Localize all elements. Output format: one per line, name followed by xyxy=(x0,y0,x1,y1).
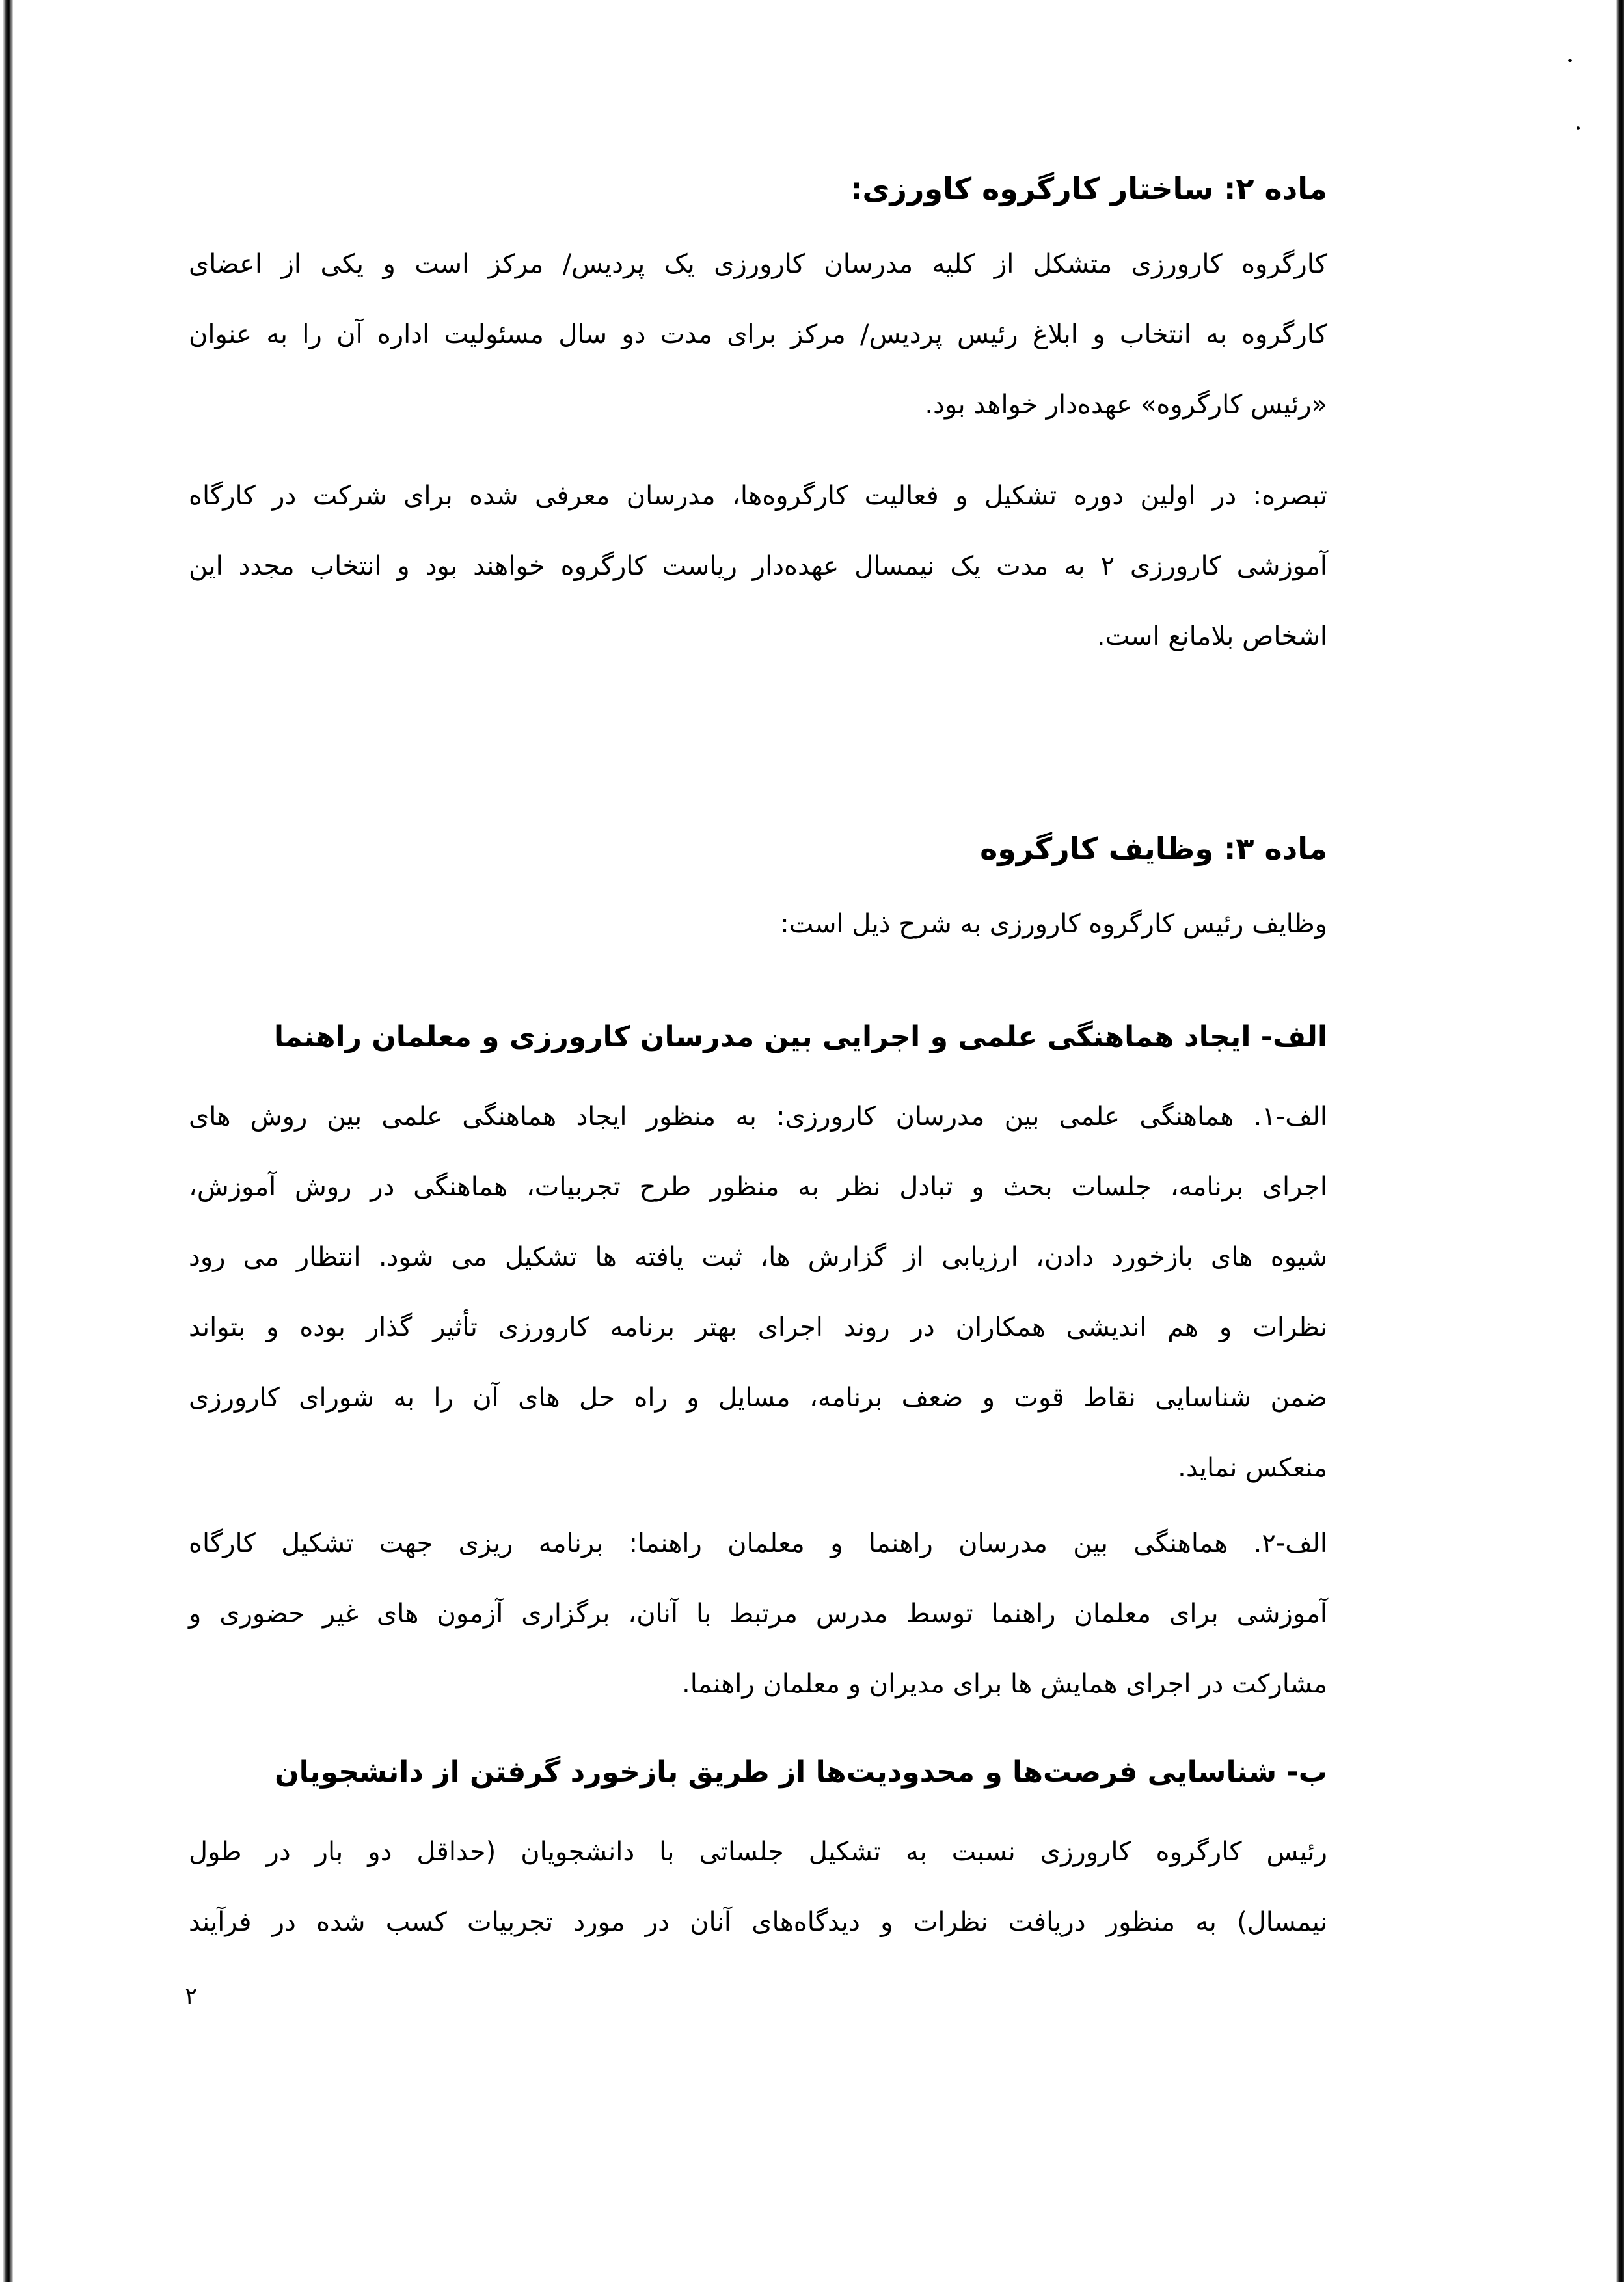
item-line: آموزشی برای معلمان راهنما توسط مدرس مرتبط با آنان، برگزاری آزمون های غیر حضوری و xyxy=(189,1599,1327,1629)
item-line: اجرای برنامه، جلسات بحث و تبادل نظر به منظور طرح تجربیات، هماهنگی در روش آموزش، xyxy=(189,1172,1327,1202)
note-line: اشخاص بلامانع است. xyxy=(1096,621,1327,651)
item-line: نظرات و هم اندیشی همکاران در روند اجرای بهتر برنامه کارورزی تأثیر گذار بوده و بتواند xyxy=(189,1312,1327,1342)
section-a-item-2 xyxy=(189,1508,1327,1719)
scan-speck xyxy=(1577,126,1580,130)
article-3-intro: وظایف رئیس کارگروه کارورزی به شرح ذیل است: xyxy=(780,909,1327,939)
paragraph-line: کارگروه به انتخاب و ابلاغ رئیس پردیس/ مرکز برای مدت دو سال مسئولیت اداره آن را به عنوان xyxy=(189,319,1327,349)
section-b-paragraph xyxy=(189,1817,1327,1957)
note-line: آموزشی کارورزی ۲ به مدت یک نیمسال عهده‌دار ریاست کارگروه خواهند بود و انتخاب مجدد این xyxy=(189,551,1327,581)
item-line: ضمن شناسایی نقاط قوت و ضعف برنامه، مسایل و راه حل های آن را به شورای کارورزی xyxy=(189,1383,1327,1413)
scan-edge-left xyxy=(3,0,13,2282)
item-line: الف-۲. هماهنگی بین مدرسان راهنما و معلمان راهنما: برنامه ریزی جهت تشکیل کارگاه xyxy=(189,1528,1327,1558)
article-2-note xyxy=(189,461,1327,672)
item-line: الف-۱. هماهنگی علمی بین مدرسان کارورزی: به منظور ایجاد هماهنگی علمی بین روش های xyxy=(189,1102,1327,1132)
paragraph-line: «رئیس کارگروه» عهده‌دار خواهد بود. xyxy=(925,390,1327,420)
article-2-paragraph xyxy=(189,229,1327,440)
paragraph-line: رئیس کارگروه کارورزی نسبت به تشکیل جلساتی با دانشجویان (حداقل دو بار در طول xyxy=(189,1837,1327,1867)
item-line: مشارکت در اجرای همایش ها برای مدیران و معلمان راهنما. xyxy=(682,1669,1327,1699)
item-line: منعکس نماید. xyxy=(1178,1453,1327,1483)
note-line: تبصره: در اولین دوره تشکیل و فعالیت کارگروه‌ها، مدرسان معرفی شده برای شرکت در کارگاه xyxy=(189,481,1327,511)
paragraph-line: نیمسال) به منظور دریافت نظرات و دیدگاه‌های آنان در مورد تجربیات کسب شده در فرآیند xyxy=(189,1907,1327,1937)
paragraph-line: کارگروه کارورزی متشکل از کلیه مدرسان کارورزی یک پردیس/ مرکز است و یکی از اعضای xyxy=(189,249,1327,279)
section-a-item-1 xyxy=(189,1081,1327,1503)
section-b-heading: ب- شناسایی فرصت‌ها و محدودیت‌ها از طریق بازخورد گرفتن از دانشجویان xyxy=(275,1756,1327,1789)
article-2-heading: ماده ۲: ساختار کارگروه کاورزی: xyxy=(850,171,1327,207)
scan-speck xyxy=(1568,59,1572,62)
section-a-heading: الف- ایجاد هماهنگی علمی و اجرایی بین مدرسان کارورزی و معلمان راهنما xyxy=(274,1020,1327,1053)
item-line: شیوه های بازخورد دادن، ارزیابی از گزارش ها، ثبت یافته ها تشکیل می شود. انتظار می رود xyxy=(189,1242,1327,1272)
scan-edge-right xyxy=(1616,0,1624,2282)
article-3-heading: ماده ۳: وظایف کارگروه xyxy=(980,831,1327,867)
page-number: ۲ xyxy=(185,1983,198,2009)
